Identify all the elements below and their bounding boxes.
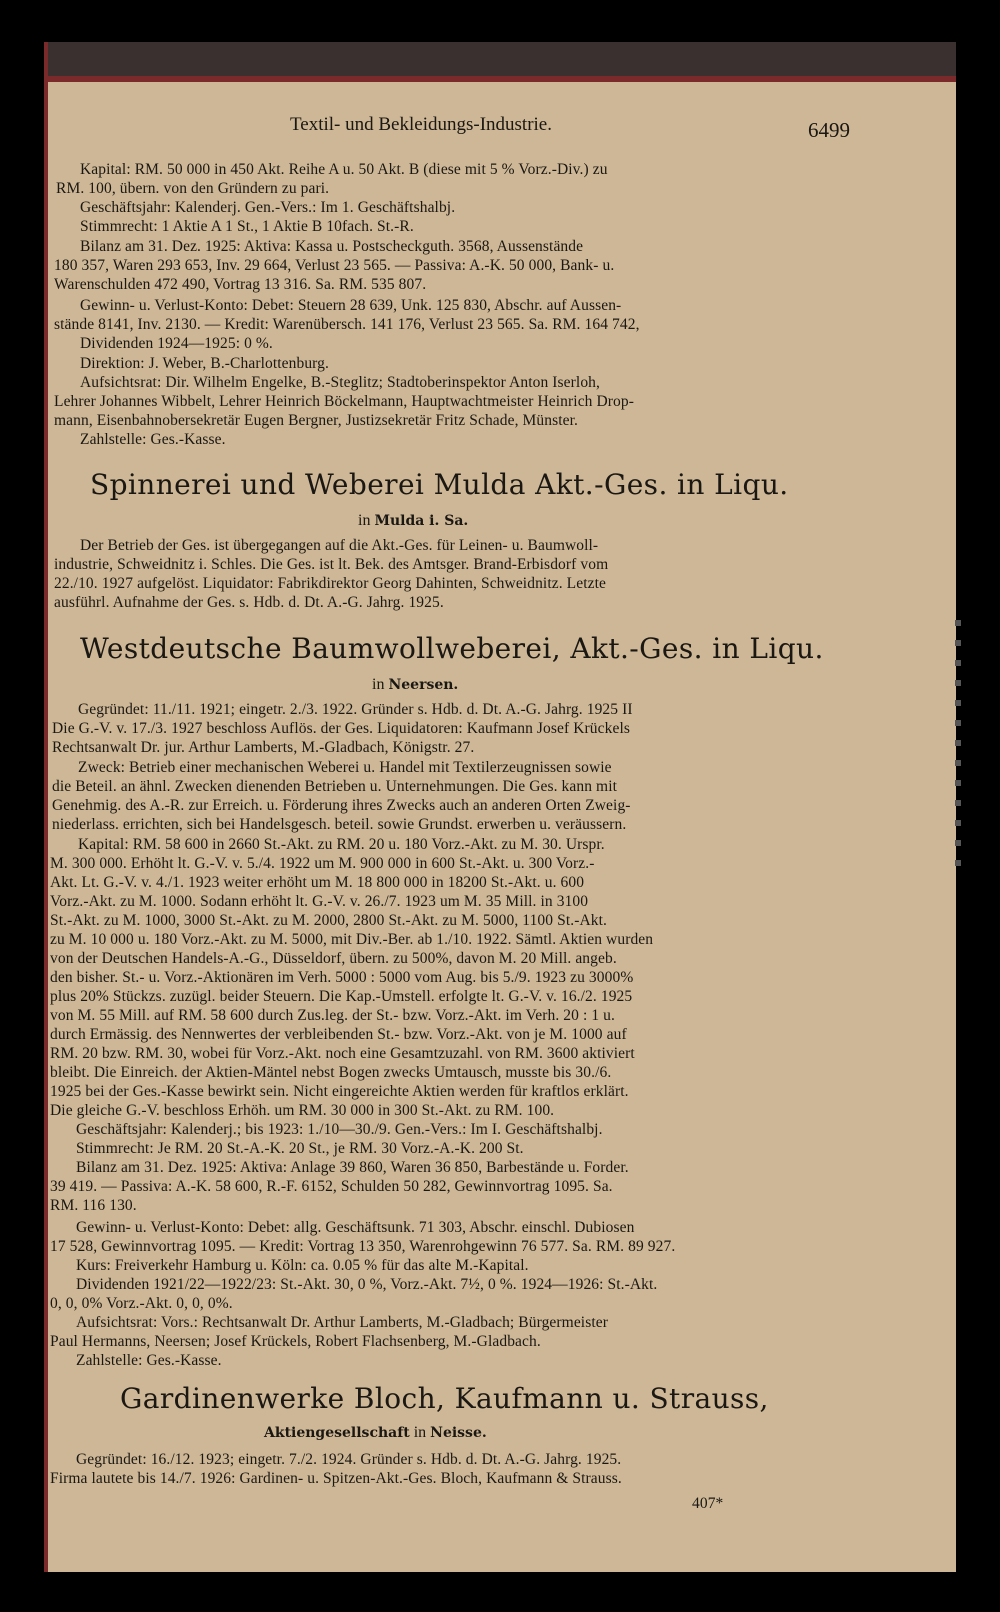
text-line: Warenschulden 472 490, Vortrag 13 316. Sa. RM. 535 807. [54,276,427,293]
text-line: Zahlstelle: Ges.-Kasse. [76,1352,222,1369]
text-line: zu M. 10 000 u. 180 Vorz.-Akt. zu M. 5000, mit Div.-Ber. ab 1./10. 1922. Sämtl. Aktien wurden [50,931,654,948]
company-location [264,1424,487,1442]
text-line: Paul Hermanns, Neersen; Josef Krückels, Robert Flachsenberg, M.-Gladbach. [50,1333,541,1350]
text-line: Akt. Lt. G.-V. v. 4./1. 1923 weiter erhöht um M. 18 800 000 in 18200 St.-Akt. u. 600 [50,874,585,891]
running-header-title: Textil- und Bekleidungs-Industrie. [290,114,552,135]
text-line: Dividenden 1924—1925: 0 %. [80,335,273,352]
text-line: Genehmig. des A.-R. zur Erreich. u. Förderung ihres Zwecks auch an anderen Orten Zweig- [52,797,631,814]
company-type: Aktiengesellschaft [264,1425,410,1441]
company-title-mulda: Spinnerei und Weberei Mulda Akt.-Ges. in Liqu. [90,468,789,501]
text-line: Direktion: J. Weber, B.-Charlottenburg. [80,355,329,372]
text-line: von M. 55 Mill. auf RM. 58 600 durch Zus.leg. der St.- bzw. Vorz.-Akt. im Verh. 20 : 1 u. [50,1007,615,1024]
text-line: plus 20% Stückzs. zuzügl. beider Steuern. Die Kap.-Umstell. erfolgte lt. G.-V. v. 16./2. 1925 [50,988,633,1005]
text-line: Gewinn- u. Verlust-Konto: Debet: Steuern 28 639, Unk. 125 830, Abschr. auf Aussen- [80,297,622,314]
text-line: Geschäftsjahr: Kalenderj.; bis 1923: 1./10—30./9. Gen.-Vers.: Im I. Geschäftshalbj. [76,1121,603,1138]
text-line: Gegründet: 16./12. 1923; eingetr. 7./2. 1924. Gründer s. Hdb. d. Dt. A.-G. Jahrg. 1925. [76,1451,622,1468]
text-line: Zweck: Betrieb einer mechanischen Weberei u. Handel mit Textilerzeugnissen sowie [78,759,612,776]
text-line: ausführl. Aufnahme der Ges. s. Hdb. d. Dt. A.-G. Jahrg. 1925. [54,594,444,611]
text-line: 39 419. — Passiva: A.-K. 58 600, R.-F. 6152, Schulden 50 282, Gewinnvortrag 1095. Sa. [50,1178,613,1195]
location-prefix: in [413,1424,427,1441]
book-edge-top [44,42,956,78]
text-line: stände 8141, Inv. 2130. — Kredit: Warenübersch. 141 176, Verlust 23 565. Sa. RM. 164 742, [54,316,640,333]
text-line: Die gleiche G.-V. beschloss Erhöh. um RM. 30 000 in 300 St.-Akt. zu RM. 100. [50,1102,555,1119]
text-line: 17 528, Gewinnvortrag 1095. — Kredit: Vortrag 13 350, Warenrohgewinn 76 577. Sa. RM. 89 927. [50,1238,676,1255]
text-line: RM. 116 130. [50,1197,137,1214]
company-location [372,676,458,694]
company-title-westdeutsche: Westdeutsche Baumwollweberei, Akt.-Ges. in Liqu. [80,632,824,665]
text-line: industrie, Schweidnitz i. Schles. Die Ges. ist lt. Bek. des Amtsger. Brand-Erbisdorf vom [54,556,609,573]
text-line: bleibt. Die Einreich. der Aktien-Mäntel nebst Bogen zwecks Umtausch, musste bis 30./6. [50,1064,612,1081]
text-line: RM. 100, übern. von den Gründern zu pari. [56,180,330,197]
text-line: Rechtsanwalt Dr. jur. Arthur Lamberts, M.-Gladbach, Königstr. 27. [52,739,475,756]
text-line: Vorz.-Akt. zu M. 1000. Sodann erhöht lt. G.-V. v. 26./7. 1923 um M. 35 Mill. in 3100 [50,893,589,910]
text-line: Gewinn- u. Verlust-Konto: Debet: allg. Geschäftsunk. 71 303, Abschr. einschl. Dubiosen [76,1219,635,1236]
text-line: Stimmrecht: 1 Aktie A 1 St., 1 Aktie B 10fach. St.-R. [80,218,414,235]
text-line: Kurs: Freiverkehr Hamburg u. Köln: ca. 0.05 % für das alte M.-Kapital. [76,1257,529,1274]
text-line: 22./10. 1927 aufgelöst. Liquidator: Fabrikdirektor Georg Dahinten, Schweidnitz. Letzte [54,575,606,592]
text-line: den bisher. St.- u. Vorz.-Aktionären im Verh. 5000 : 5000 vom Aug. bis 5./9. 1923 zu 3000% [50,969,634,986]
text-line: Zahlstelle: Ges.-Kasse. [80,431,226,448]
text-line: Die G.-V. v. 17./3. 1927 beschloss Auflös. der Ges. Liquidatoren: Kaufmann Josef Krückels [52,720,630,737]
page-number: 6499 [808,118,850,142]
text-line: Bilanz am 31. Dez. 1925: Aktiva: Kassa u. Postscheckguth. 3568, Aussenstände [80,238,584,255]
text-line: Kapital: RM. 50 000 in 450 Akt. Reihe A u. 50 Akt. B (diese mit 5 % Vorz.-Div.) zu [80,161,608,178]
text-line: 1925 bei der Ges.-Kasse bewirkt sein. Nicht eingereichte Aktien werden für kraftlos erklärt. [50,1083,629,1100]
book-spine-edge [44,42,48,1572]
text-line: die Beteil. an ähnl. Zwecken dienenden Betrieben u. Unternehmungen. Die Ges. kann mit [52,778,618,795]
text-line: RM. 20 bzw. RM. 30, wobei für Vorz.-Akt. noch eine Gesamtzuzahl. von RM. 3600 aktiviert [50,1045,635,1062]
text-line: Aufsichtsrat: Vors.: Rechtsanwalt Dr. Arthur Lamberts, M.-Gladbach; Bürgermeister [76,1314,608,1331]
text-line: Dividenden 1921/22—1922/23: St.-Akt. 30, 0 %, Vorz.-Akt. 7½, 0 %. 1924—1926: St.-Akt. [76,1276,658,1293]
text-line: Der Betrieb der Ges. ist übergegangen auf die Akt.-Ges. für Leinen- u. Baumwoll- [80,537,599,554]
text-line: von der Deutschen Handels-A.-G., Düsseldorf, übern. zu 500%, davon M. 20 Mill. angeb. [50,950,617,967]
text-line: Bilanz am 31. Dez. 1925: Aktiva: Anlage 39 860, Waren 36 850, Barbestände u. Forder. [76,1159,629,1176]
location-place: Mulda i. Sa. [374,513,469,529]
text-line: durch Ermässig. des Nennwertes der verbleibenden St.- bzw. Vorz.-Akt. von je M. 1000 auf [50,1026,627,1043]
company-location [358,512,468,530]
text-line: St.-Akt. zu M. 1000, 3000 St.-Akt. zu M. 2000, 2800 St.-Akt. zu M. 5000, 1100 St.-Akt. [50,912,607,929]
text-line: Stimmrecht: Je RM. 20 St.-A.-K. 20 St., je RM. 30 Vorz.-A.-K. 200 St. [76,1140,524,1157]
text-line: Firma lautete bis 14./7. 1926: Gardinen- u. Spitzen-Akt.-Ges. Bloch, Kaufmann & Strauss. [50,1470,622,1487]
text-line: mann, Eisenbahnobersekretär Eugen Bergner, Justizsekretär Fritz Schade, Münster. [54,412,579,429]
text-line: Lehrer Johannes Wibbelt, Lehrer Heinrich Böckelmann, Hauptwachtmeister Heinrich Drop- [54,393,635,410]
location-prefix: in [358,512,371,529]
text-line: M. 300 000. Erhöht lt. G.-V. v. 5./4. 1922 um M. 900 000 in 600 St.-Akt. u. 300 Vorz.- [50,855,595,872]
location-place: Neersen. [388,677,459,693]
location-place: Neisse. [430,1425,487,1441]
text-line: niederlass. errichten, sich bei Handelsgesch. beteil. sowie Grundst. erwerben u. veräussern. [52,816,627,833]
page-edge-marks [955,620,961,880]
text-line: Gegründet: 11./11. 1921; eingetr. 2./3. 1922. Gründer s. Hdb. d. Dt. A.-G. Jahrg. 1925 II [78,701,633,718]
location-prefix: in [372,676,385,693]
text-line: Kapital: RM. 58 600 in 2660 St.-Akt. zu RM. 20 u. 180 Vorz.-Akt. zu M. 30. Urspr. [78,836,605,853]
text-line: Aufsichtsrat: Dir. Wilhelm Engelke, B.-Steglitz; Stadtoberinspektor Anton Iserloh, [80,374,601,391]
text-line: 0, 0, 0% Vorz.-Akt. 0, 0, 0%. [50,1295,233,1312]
company-title-gardinenwerke: Gardinenwerke Bloch, Kaufmann u. Strauss, [120,1382,769,1415]
text-line: Geschäftsjahr: Kalenderj. Gen.-Vers.: Im 1. Geschäftshalbj. [80,199,456,216]
text-line: 180 357, Waren 293 653, Inv. 29 664, Verlust 23 565. — Passiva: A.-K. 50 000, Bank- u. [54,257,615,274]
sheet-signature: 407* [692,1495,724,1512]
